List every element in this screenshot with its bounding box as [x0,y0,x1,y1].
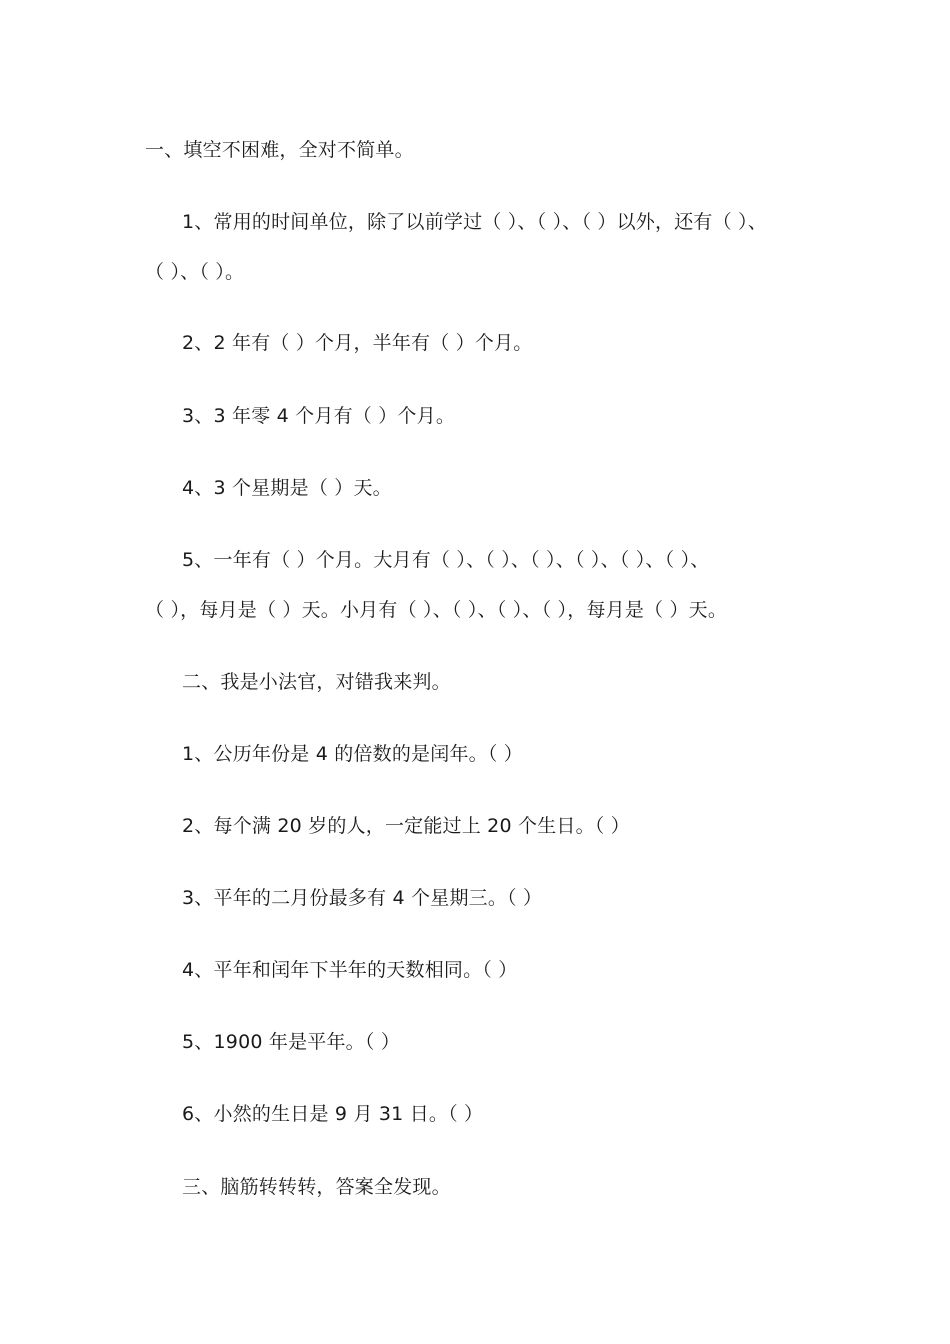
section-3-heading: 三、脑筋转转转，答案全发现。 [182,1176,451,1198]
question-5-line-1: 5、一年有（ ）个月。大月有（ ）、（ ）、（ ）、（ ）、（ ）、（ ）、 [182,549,710,571]
question-5-line-2: （ ），每月是（ ）天。小月有（ ）、（ ）、（ ）、（ ），每月是（ ）天。 [145,599,728,621]
question-3: 3、3 年零 4 个月有（ ）个月。 [182,405,456,427]
judge-item-4: 4、平年和闰年下半年的天数相同。（ ） [182,959,518,981]
question-2: 2、2 年有（ ）个月，半年有（ ）个月。 [182,332,533,354]
question-1-line-2: （ ）、（ ）。 [145,261,245,283]
judge-item-2: 2、每个满 20 岁的人，一定能过上 20 个生日。（ ） [182,815,630,837]
question-4: 4、3 个星期是（ ）天。 [182,477,392,499]
judge-item-6: 6、小然的生日是 9 月 31 日。（ ） [182,1103,484,1125]
section-2-heading: 二、我是小法官，对错我来判。 [182,671,451,693]
judge-item-3: 3、平年的二月份最多有 4 个星期三。（ ） [182,887,543,909]
question-1-line-1: 1、常用的时间单位，除了以前学过（ ）、（ ）、（ ）以外，还有（ ）、 [182,211,767,233]
judge-item-1: 1、公历年份是 4 的倍数的是闰年。（ ） [182,743,523,765]
section-1-heading: 一、填空不困难，全对不简单。 [145,139,414,161]
judge-item-5: 5、1900 年是平年。（ ） [182,1031,401,1053]
